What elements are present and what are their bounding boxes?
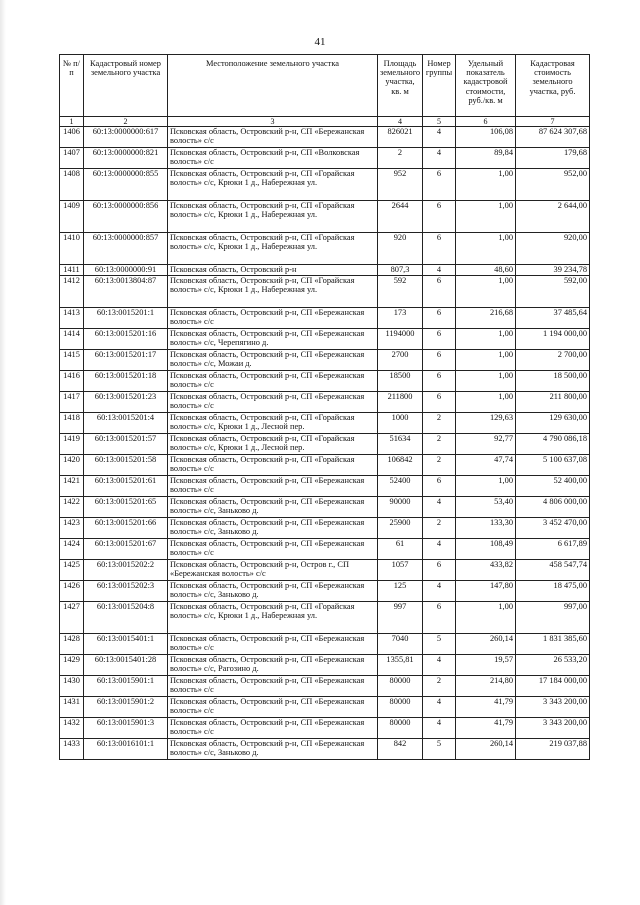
unit-rate-cell: 214,80 bbox=[456, 676, 516, 697]
area-cell: 80000 bbox=[378, 718, 423, 739]
group-number-cell: 2 bbox=[423, 455, 456, 476]
cadastral-cost-cell: 87 624 307,68 bbox=[516, 127, 590, 148]
header-location: Местоположение земельного участка bbox=[168, 55, 378, 117]
cadastral-number-cell: 60:13:0015202:2 bbox=[84, 560, 168, 581]
header-area: Площадь земельного участка, кв. м bbox=[378, 55, 423, 117]
row-number-cell: 1416 bbox=[60, 371, 84, 392]
table-row bbox=[60, 560, 590, 581]
group-number-cell: 5 bbox=[423, 634, 456, 655]
location-cell: Псковская область, Островский р-н, СП «Бережанская волость» с/с bbox=[168, 392, 378, 413]
cadastral-number-cell: 60:13:0015201:1 bbox=[84, 308, 168, 329]
table-row bbox=[60, 634, 590, 655]
location-cell: Псковская область, Островский р-н, СП «Бережанская волость» с/с bbox=[168, 718, 378, 739]
location-cell: Псковская область, Островский р-н, СП «Бережанская волость» с/с, Заньково д. bbox=[168, 497, 378, 518]
unit-rate-cell: 129,63 bbox=[456, 413, 516, 434]
cadastral-cost-cell: 5 100 637,08 bbox=[516, 455, 590, 476]
unit-rate-cell: 19,57 bbox=[456, 655, 516, 676]
group-number-cell: 2 bbox=[423, 518, 456, 539]
group-number-cell: 6 bbox=[423, 350, 456, 371]
location-cell: Псковская область, Островский р-н, СП «Бережанская волость» с/с, Можаи д. bbox=[168, 350, 378, 371]
cadastral-cost-cell: 52 400,00 bbox=[516, 476, 590, 497]
cadastral-number-cell: 60:13:0015201:4 bbox=[84, 413, 168, 434]
location-cell: Псковская область, Островский р-н, СП «Бережанская волость» с/с bbox=[168, 308, 378, 329]
cadastral-cost-cell: 997,00 bbox=[516, 602, 590, 634]
column-index: 2 bbox=[84, 117, 168, 127]
area-cell: 125 bbox=[378, 581, 423, 602]
cadastral-cost-cell: 592,00 bbox=[516, 276, 590, 308]
cadastral-number-cell: 60:13:0016101:1 bbox=[84, 739, 168, 760]
cadastral-number-cell: 60:13:0000000:821 bbox=[84, 148, 168, 169]
cadastral-cost-cell: 18 500,00 bbox=[516, 371, 590, 392]
location-cell: Псковская область, Островский р-н, СП «Бережанская волость» с/с bbox=[168, 697, 378, 718]
group-number-cell: 4 bbox=[423, 127, 456, 148]
row-number-cell: 1433 bbox=[60, 739, 84, 760]
unit-rate-cell: 147,80 bbox=[456, 581, 516, 602]
cadastral-cost-cell: 920,00 bbox=[516, 233, 590, 265]
row-number-cell: 1417 bbox=[60, 392, 84, 413]
table-header-row bbox=[60, 55, 590, 117]
location-cell: Псковская область, Островский р-н, СП «Горайская волость» с/с, Крюки 1 д., Набережная ул. bbox=[168, 233, 378, 265]
group-number-cell: 6 bbox=[423, 476, 456, 497]
area-cell: 920 bbox=[378, 233, 423, 265]
cadastral-value-table bbox=[59, 54, 590, 760]
area-cell: 2 bbox=[378, 148, 423, 169]
row-number-cell: 1432 bbox=[60, 718, 84, 739]
group-number-cell: 6 bbox=[423, 233, 456, 265]
unit-rate-cell: 53,40 bbox=[456, 497, 516, 518]
table-row bbox=[60, 718, 590, 739]
cadastral-number-cell: 60:13:0015201:65 bbox=[84, 497, 168, 518]
cadastral-number-cell: 60:13:0015201:61 bbox=[84, 476, 168, 497]
cadastral-number-cell: 60:13:0000000:856 bbox=[84, 201, 168, 233]
table-row bbox=[60, 697, 590, 718]
area-cell: 842 bbox=[378, 739, 423, 760]
header-cadastral-number: Кадастровый номер земельного участка bbox=[84, 55, 168, 117]
table-row bbox=[60, 265, 590, 276]
row-number-cell: 1415 bbox=[60, 350, 84, 371]
row-number-cell: 1409 bbox=[60, 201, 84, 233]
location-cell: Псковская область, Островский р-н, СП «Горайская волость» с/с, Крюки 1 д., Лесной пер. bbox=[168, 413, 378, 434]
area-cell: 7040 bbox=[378, 634, 423, 655]
location-cell: Псковская область, Островский р-н, СП «Горайская волость» с/с, Крюки 1 д., Набережная ул. bbox=[168, 169, 378, 201]
table-row bbox=[60, 455, 590, 476]
area-cell: 173 bbox=[378, 308, 423, 329]
table-row bbox=[60, 676, 590, 697]
area-cell: 106842 bbox=[378, 455, 423, 476]
cadastral-number-cell: 60:13:0000000:617 bbox=[84, 127, 168, 148]
cadastral-number-cell: 60:13:0015204:8 bbox=[84, 602, 168, 634]
area-cell: 18500 bbox=[378, 371, 423, 392]
location-cell: Псковская область, Островский р-н, СП «Бережанская волость» с/с, Заньково д. bbox=[168, 739, 378, 760]
group-number-cell: 4 bbox=[423, 697, 456, 718]
group-number-cell: 6 bbox=[423, 329, 456, 350]
table-row bbox=[60, 371, 590, 392]
cadastral-cost-cell: 952,00 bbox=[516, 169, 590, 201]
cadastral-cost-cell: 37 485,64 bbox=[516, 308, 590, 329]
location-cell: Псковская область, Островский р-н, СП «Бережанская волость» с/с bbox=[168, 676, 378, 697]
header-group: Номер группы bbox=[423, 55, 456, 117]
cadastral-number-cell: 60:13:0015401:28 bbox=[84, 655, 168, 676]
cadastral-cost-cell: 458 547,74 bbox=[516, 560, 590, 581]
row-number-cell: 1412 bbox=[60, 276, 84, 308]
table-row bbox=[60, 655, 590, 676]
area-cell: 2644 bbox=[378, 201, 423, 233]
cadastral-cost-cell: 179,68 bbox=[516, 148, 590, 169]
cadastral-number-cell: 60:13:0015201:57 bbox=[84, 434, 168, 455]
unit-rate-cell: 1,00 bbox=[456, 201, 516, 233]
header-cadastral-cost: Кадастровая стоимость земельного участка, руб. bbox=[516, 55, 590, 117]
header-unit-rate: Удельный показатель кадастровой стоимости, руб./кв. м bbox=[456, 55, 516, 117]
table-row bbox=[60, 739, 590, 760]
cadastral-number-cell: 60:13:0013804:87 bbox=[84, 276, 168, 308]
cadastral-number-cell: 60:13:0015202:3 bbox=[84, 581, 168, 602]
cadastral-number-cell: 60:13:0015901:3 bbox=[84, 718, 168, 739]
location-cell: Псковская область, Островский р-н, СП «Бережанская волость» с/с, Заньково д. bbox=[168, 518, 378, 539]
unit-rate-cell: 260,14 bbox=[456, 739, 516, 760]
unit-rate-cell: 1,00 bbox=[456, 371, 516, 392]
cadastral-cost-cell: 2 644,00 bbox=[516, 201, 590, 233]
unit-rate-cell: 1,00 bbox=[456, 476, 516, 497]
column-index: 5 bbox=[423, 117, 456, 127]
table-row bbox=[60, 581, 590, 602]
area-cell: 1057 bbox=[378, 560, 423, 581]
row-number-cell: 1426 bbox=[60, 581, 84, 602]
cadastral-cost-cell: 3 343 200,00 bbox=[516, 697, 590, 718]
unit-rate-cell: 41,79 bbox=[456, 697, 516, 718]
unit-rate-cell: 1,00 bbox=[456, 329, 516, 350]
scan-edge-shadow bbox=[0, 0, 6, 905]
table-row bbox=[60, 127, 590, 148]
area-cell: 592 bbox=[378, 276, 423, 308]
area-cell: 80000 bbox=[378, 676, 423, 697]
unit-rate-cell: 41,79 bbox=[456, 718, 516, 739]
area-cell: 61 bbox=[378, 539, 423, 560]
unit-rate-cell: 1,00 bbox=[456, 392, 516, 413]
cadastral-cost-cell: 26 533,20 bbox=[516, 655, 590, 676]
cadastral-number-cell: 60:13:0000000:91 bbox=[84, 265, 168, 276]
table-row bbox=[60, 308, 590, 329]
row-number-cell: 1419 bbox=[60, 434, 84, 455]
row-number-cell: 1428 bbox=[60, 634, 84, 655]
area-cell: 1355,81 bbox=[378, 655, 423, 676]
header-num: № п/п bbox=[60, 55, 84, 117]
cadastral-cost-cell: 2 700,00 bbox=[516, 350, 590, 371]
group-number-cell: 6 bbox=[423, 371, 456, 392]
location-cell: Псковская область, Островский р-н, СП «Горайская волость» с/с, Крюки 1 д., Набережная ул. bbox=[168, 602, 378, 634]
unit-rate-cell: 1,00 bbox=[456, 169, 516, 201]
column-index-row bbox=[60, 117, 590, 127]
unit-rate-cell: 106,08 bbox=[456, 127, 516, 148]
group-number-cell: 6 bbox=[423, 169, 456, 201]
row-number-cell: 1427 bbox=[60, 602, 84, 634]
cadastral-cost-cell: 18 475,00 bbox=[516, 581, 590, 602]
area-cell: 1000 bbox=[378, 413, 423, 434]
table-row bbox=[60, 497, 590, 518]
location-cell: Псковская область, Островский р-н, СП «Бережанская волость» с/с bbox=[168, 371, 378, 392]
row-number-cell: 1418 bbox=[60, 413, 84, 434]
area-cell: 2700 bbox=[378, 350, 423, 371]
location-cell: Псковская область, Островский р-н, СП «Бережанская волость» с/с bbox=[168, 476, 378, 497]
cadastral-number-cell: 60:13:0015201:67 bbox=[84, 539, 168, 560]
area-cell: 997 bbox=[378, 602, 423, 634]
column-index: 6 bbox=[456, 117, 516, 127]
location-cell: Псковская область, Островский р-н, СП «Горайская волость» с/с, Крюки 1 д., Набережная ул. bbox=[168, 201, 378, 233]
table-row bbox=[60, 413, 590, 434]
location-cell: Псковская область, Островский р-н, СП «Бережанская волость» с/с bbox=[168, 634, 378, 655]
row-number-cell: 1413 bbox=[60, 308, 84, 329]
area-cell: 211800 bbox=[378, 392, 423, 413]
column-index: 3 bbox=[168, 117, 378, 127]
location-cell: Псковская область, Островский р-н, СП «Бережанская волость» с/с bbox=[168, 539, 378, 560]
group-number-cell: 4 bbox=[423, 655, 456, 676]
group-number-cell: 4 bbox=[423, 539, 456, 560]
location-cell: Псковская область, Островский р-н, СП «Горайская волость» с/с, Крюки 1 д., Набережная ул. bbox=[168, 276, 378, 308]
area-cell: 51634 bbox=[378, 434, 423, 455]
table-row bbox=[60, 602, 590, 634]
cadastral-cost-cell: 6 617,89 bbox=[516, 539, 590, 560]
column-index: 7 bbox=[516, 117, 590, 127]
unit-rate-cell: 48,60 bbox=[456, 265, 516, 276]
column-index: 4 bbox=[378, 117, 423, 127]
unit-rate-cell: 1,00 bbox=[456, 276, 516, 308]
unit-rate-cell: 1,00 bbox=[456, 350, 516, 371]
table-row bbox=[60, 276, 590, 308]
location-cell: Псковская область, Островский р-н, СП «Горайская волость» с/с bbox=[168, 455, 378, 476]
location-cell: Псковская область, Островский р-н, СП «Горайская волость» с/с, Крюки 1 д., Лесной пер. bbox=[168, 434, 378, 455]
cadastral-cost-cell: 3 452 470,00 bbox=[516, 518, 590, 539]
table-row bbox=[60, 148, 590, 169]
cadastral-cost-cell: 211 800,00 bbox=[516, 392, 590, 413]
table-row bbox=[60, 476, 590, 497]
table-row bbox=[60, 201, 590, 233]
cadastral-cost-cell: 129 630,00 bbox=[516, 413, 590, 434]
cadastral-cost-cell: 17 184 000,00 bbox=[516, 676, 590, 697]
group-number-cell: 2 bbox=[423, 413, 456, 434]
cadastral-number-cell: 60:13:0000000:855 bbox=[84, 169, 168, 201]
table-row bbox=[60, 434, 590, 455]
location-cell: Псковская область, Островский р-н, Остров г., СП «Бережанская волость» с/с bbox=[168, 560, 378, 581]
cadastral-number-cell: 60:13:0015901:2 bbox=[84, 697, 168, 718]
area-cell: 1194000 bbox=[378, 329, 423, 350]
group-number-cell: 2 bbox=[423, 434, 456, 455]
area-cell: 952 bbox=[378, 169, 423, 201]
row-number-cell: 1424 bbox=[60, 539, 84, 560]
location-cell: Псковская область, Островский р-н, СП «Бережанская волость» с/с, Рагозино д. bbox=[168, 655, 378, 676]
unit-rate-cell: 216,68 bbox=[456, 308, 516, 329]
row-number-cell: 1411 bbox=[60, 265, 84, 276]
area-cell: 826021 bbox=[378, 127, 423, 148]
row-number-cell: 1429 bbox=[60, 655, 84, 676]
area-cell: 52400 bbox=[378, 476, 423, 497]
cadastral-cost-cell: 219 037,88 bbox=[516, 739, 590, 760]
row-number-cell: 1430 bbox=[60, 676, 84, 697]
unit-rate-cell: 89,84 bbox=[456, 148, 516, 169]
cadastral-number-cell: 60:13:0000000:857 bbox=[84, 233, 168, 265]
cadastral-number-cell: 60:13:0015201:17 bbox=[84, 350, 168, 371]
group-number-cell: 6 bbox=[423, 201, 456, 233]
cadastral-number-cell: 60:13:0015201:58 bbox=[84, 455, 168, 476]
cadastral-cost-cell: 1 194 000,00 bbox=[516, 329, 590, 350]
group-number-cell: 6 bbox=[423, 308, 456, 329]
row-number-cell: 1414 bbox=[60, 329, 84, 350]
unit-rate-cell: 108,49 bbox=[456, 539, 516, 560]
cadastral-number-cell: 60:13:0015201:16 bbox=[84, 329, 168, 350]
unit-rate-cell: 260,14 bbox=[456, 634, 516, 655]
unit-rate-cell: 433,82 bbox=[456, 560, 516, 581]
cadastral-cost-cell: 3 343 200,00 bbox=[516, 718, 590, 739]
row-number-cell: 1421 bbox=[60, 476, 84, 497]
unit-rate-cell: 1,00 bbox=[456, 602, 516, 634]
group-number-cell: 4 bbox=[423, 581, 456, 602]
group-number-cell: 4 bbox=[423, 718, 456, 739]
table-row bbox=[60, 392, 590, 413]
group-number-cell: 6 bbox=[423, 392, 456, 413]
row-number-cell: 1410 bbox=[60, 233, 84, 265]
unit-rate-cell: 92,77 bbox=[456, 434, 516, 455]
cadastral-cost-cell: 4 806 000,00 bbox=[516, 497, 590, 518]
group-number-cell: 6 bbox=[423, 276, 456, 308]
table-row bbox=[60, 539, 590, 560]
row-number-cell: 1425 bbox=[60, 560, 84, 581]
cadastral-cost-cell: 1 831 385,60 bbox=[516, 634, 590, 655]
cadastral-number-cell: 60:13:0015201:18 bbox=[84, 371, 168, 392]
group-number-cell: 2 bbox=[423, 676, 456, 697]
row-number-cell: 1431 bbox=[60, 697, 84, 718]
location-cell: Псковская область, Островский р-н, СП «Бережанская волость» с/с bbox=[168, 127, 378, 148]
location-cell: Псковская область, Островский р-н bbox=[168, 265, 378, 276]
table-row bbox=[60, 350, 590, 371]
cadastral-cost-cell: 39 234,78 bbox=[516, 265, 590, 276]
location-cell: Псковская область, Островский р-н, СП «Волковская волость» с/с bbox=[168, 148, 378, 169]
location-cell: Псковская область, Островский р-н, СП «Бережанская волость» с/с, Заньково д. bbox=[168, 581, 378, 602]
unit-rate-cell: 133,30 bbox=[456, 518, 516, 539]
row-number-cell: 1422 bbox=[60, 497, 84, 518]
table-row bbox=[60, 169, 590, 201]
row-number-cell: 1408 bbox=[60, 169, 84, 201]
table-body bbox=[60, 127, 590, 760]
table-row bbox=[60, 518, 590, 539]
group-number-cell: 4 bbox=[423, 265, 456, 276]
group-number-cell: 5 bbox=[423, 739, 456, 760]
cadastral-number-cell: 60:13:0015201:23 bbox=[84, 392, 168, 413]
page-number: 41 bbox=[314, 36, 326, 48]
column-index: 1 bbox=[60, 117, 84, 127]
unit-rate-cell: 1,00 bbox=[456, 233, 516, 265]
row-number-cell: 1406 bbox=[60, 127, 84, 148]
table-row bbox=[60, 233, 590, 265]
row-number-cell: 1420 bbox=[60, 455, 84, 476]
group-number-cell: 6 bbox=[423, 560, 456, 581]
area-cell: 25900 bbox=[378, 518, 423, 539]
row-number-cell: 1407 bbox=[60, 148, 84, 169]
cadastral-number-cell: 60:13:0015401:1 bbox=[84, 634, 168, 655]
location-cell: Псковская область, Островский р-н, СП «Бережанская волость» с/с, Черепягино д. bbox=[168, 329, 378, 350]
cadastral-number-cell: 60:13:0015901:1 bbox=[84, 676, 168, 697]
cadastral-number-cell: 60:13:0015201:66 bbox=[84, 518, 168, 539]
cadastral-cost-cell: 4 790 086,18 bbox=[516, 434, 590, 455]
group-number-cell: 4 bbox=[423, 497, 456, 518]
area-cell: 80000 bbox=[378, 697, 423, 718]
area-cell: 90000 bbox=[378, 497, 423, 518]
table-row bbox=[60, 329, 590, 350]
row-number-cell: 1423 bbox=[60, 518, 84, 539]
group-number-cell: 6 bbox=[423, 602, 456, 634]
group-number-cell: 4 bbox=[423, 148, 456, 169]
unit-rate-cell: 47,74 bbox=[456, 455, 516, 476]
area-cell: 807,3 bbox=[378, 265, 423, 276]
